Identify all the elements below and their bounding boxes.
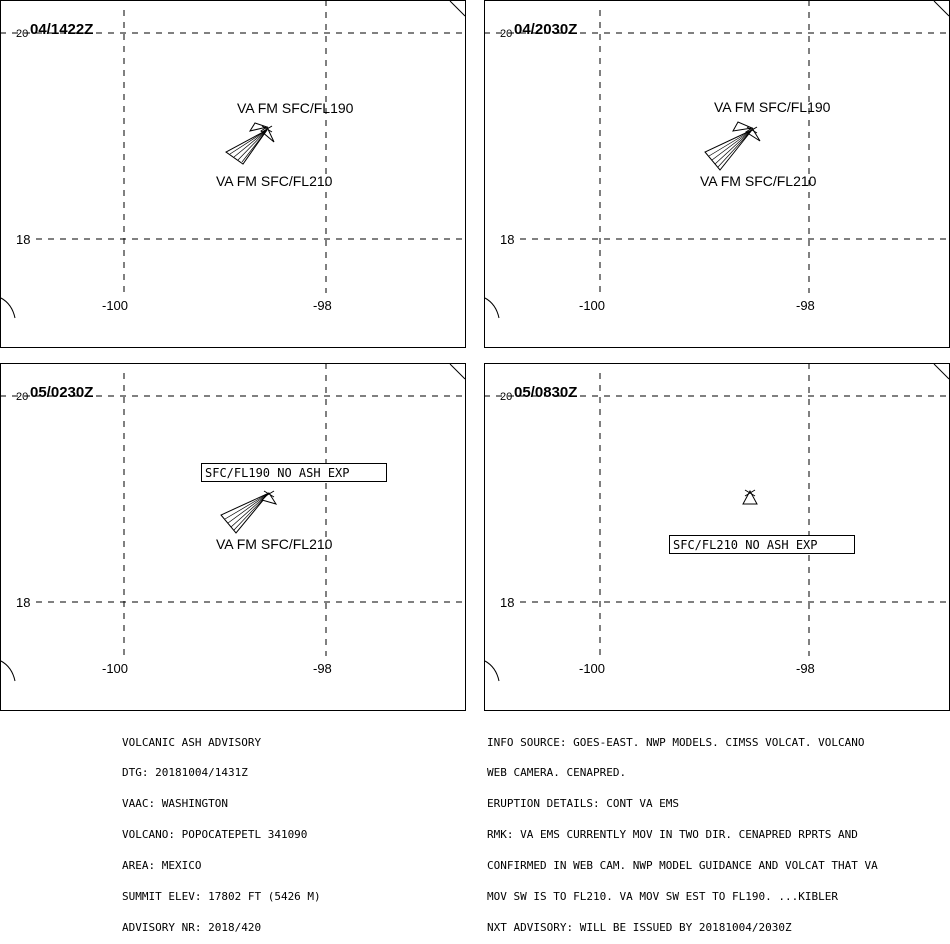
footer-line: INFO SOURCE: GOES-EAST. NWP MODELS. CIMSS VOLCAT. VOLCANO: [487, 735, 865, 749]
map-panel-1: [0, 0, 466, 348]
ash-label-lower: VA FM SFC/FL210: [216, 173, 333, 189]
ash-label-upper: VA FM SFC/FL190: [714, 99, 831, 115]
panel-time: 04/1422Z: [30, 21, 94, 38]
footer-line: DTG: 20181004/1431Z: [122, 766, 248, 780]
map-canvas: [0, 0, 466, 348]
lat-label-20: 20: [16, 391, 29, 403]
map-canvas: [484, 363, 950, 711]
map-canvas: [484, 0, 950, 348]
map-panel-4: [484, 363, 950, 711]
lon-label-100: -100: [579, 298, 606, 313]
no-ash-label: SFC/FL210 NO ASH EXP: [673, 538, 818, 552]
footer-line: MOV SW IS TO FL210. VA MOV SW EST TO FL190. ...KIBLER: [487, 890, 838, 904]
lon-label-98: -98: [313, 298, 332, 313]
ash-label-lower: VA FM SFC/FL210: [216, 536, 333, 552]
lat-label-20: 20: [500, 28, 513, 40]
no-ash-label: SFC/FL190 NO ASH EXP: [205, 466, 350, 480]
footer-line: VOLCANO: POPOCATEPETL 341090: [122, 828, 308, 842]
ash-cloud-lower: [705, 130, 752, 170]
footer-line: AREA: MEXICO: [122, 859, 202, 873]
map-panel-2: [484, 0, 950, 348]
ash-cloud-lower: [221, 493, 276, 533]
lat-label-18: 18: [16, 232, 31, 247]
coastline: [450, 1, 465, 16]
lon-label-100: -100: [102, 661, 129, 676]
footer-line: VOLCANIC ASH ADVISORY: [122, 735, 262, 749]
coastline: [485, 661, 499, 681]
footer-line: NXT ADVISORY: WILL BE ISSUED BY 20181004/2030Z: [487, 920, 792, 934]
lat-label-20: 20: [500, 391, 513, 403]
lon-label-100: -100: [579, 661, 606, 676]
coastline: [450, 364, 465, 379]
ash-label-upper: VA FM SFC/FL190: [237, 100, 354, 116]
advisory-remarks-block: [487, 717, 878, 944]
lat-label-18: 18: [16, 595, 31, 610]
map-canvas: [0, 363, 466, 711]
lon-label-98: -98: [313, 661, 332, 676]
ash-cloud-lower: [226, 130, 267, 164]
coastline: [1, 661, 15, 681]
panel-time: 05/0830Z: [514, 384, 578, 401]
footer-line: RMK: VA EMS CURRENTLY MOV IN TWO DIR. CENAPRED RPRTS AND: [487, 828, 858, 842]
lon-label-100: -100: [102, 298, 129, 313]
ash-cloud-small: [743, 490, 757, 504]
lon-label-98: -98: [796, 661, 815, 676]
footer-line: SUMMIT ELEV: 17802 FT (5426 M): [122, 890, 321, 904]
panel-time: 05/0230Z: [30, 384, 94, 401]
lon-label-98: -98: [796, 298, 815, 313]
lat-label-18: 18: [500, 595, 515, 610]
coastline: [934, 1, 949, 16]
coastline: [1, 298, 15, 318]
lat-label-18: 18: [500, 232, 515, 247]
panel-time: 04/2030Z: [514, 21, 578, 38]
coastline: [485, 298, 499, 318]
map-panel-3: [0, 363, 466, 711]
lat-label-20: 20: [16, 28, 29, 40]
footer-line: ADVISORY NR: 2018/420: [122, 920, 262, 934]
footer-line: ERUPTION DETAILS: CONT VA EMS: [487, 797, 680, 811]
coastline: [934, 364, 949, 379]
ash-label-lower: VA FM SFC/FL210: [700, 173, 817, 189]
footer-line: WEB CAMERA. CENAPRED.: [487, 766, 627, 780]
footer-line: CONFIRMED IN WEB CAM. NWP MODEL GUIDANCE AND VOLCAT THAT VA: [487, 859, 878, 873]
advisory-header-block: [122, 717, 321, 944]
footer-line: VAAC: WASHINGTON: [122, 797, 228, 811]
